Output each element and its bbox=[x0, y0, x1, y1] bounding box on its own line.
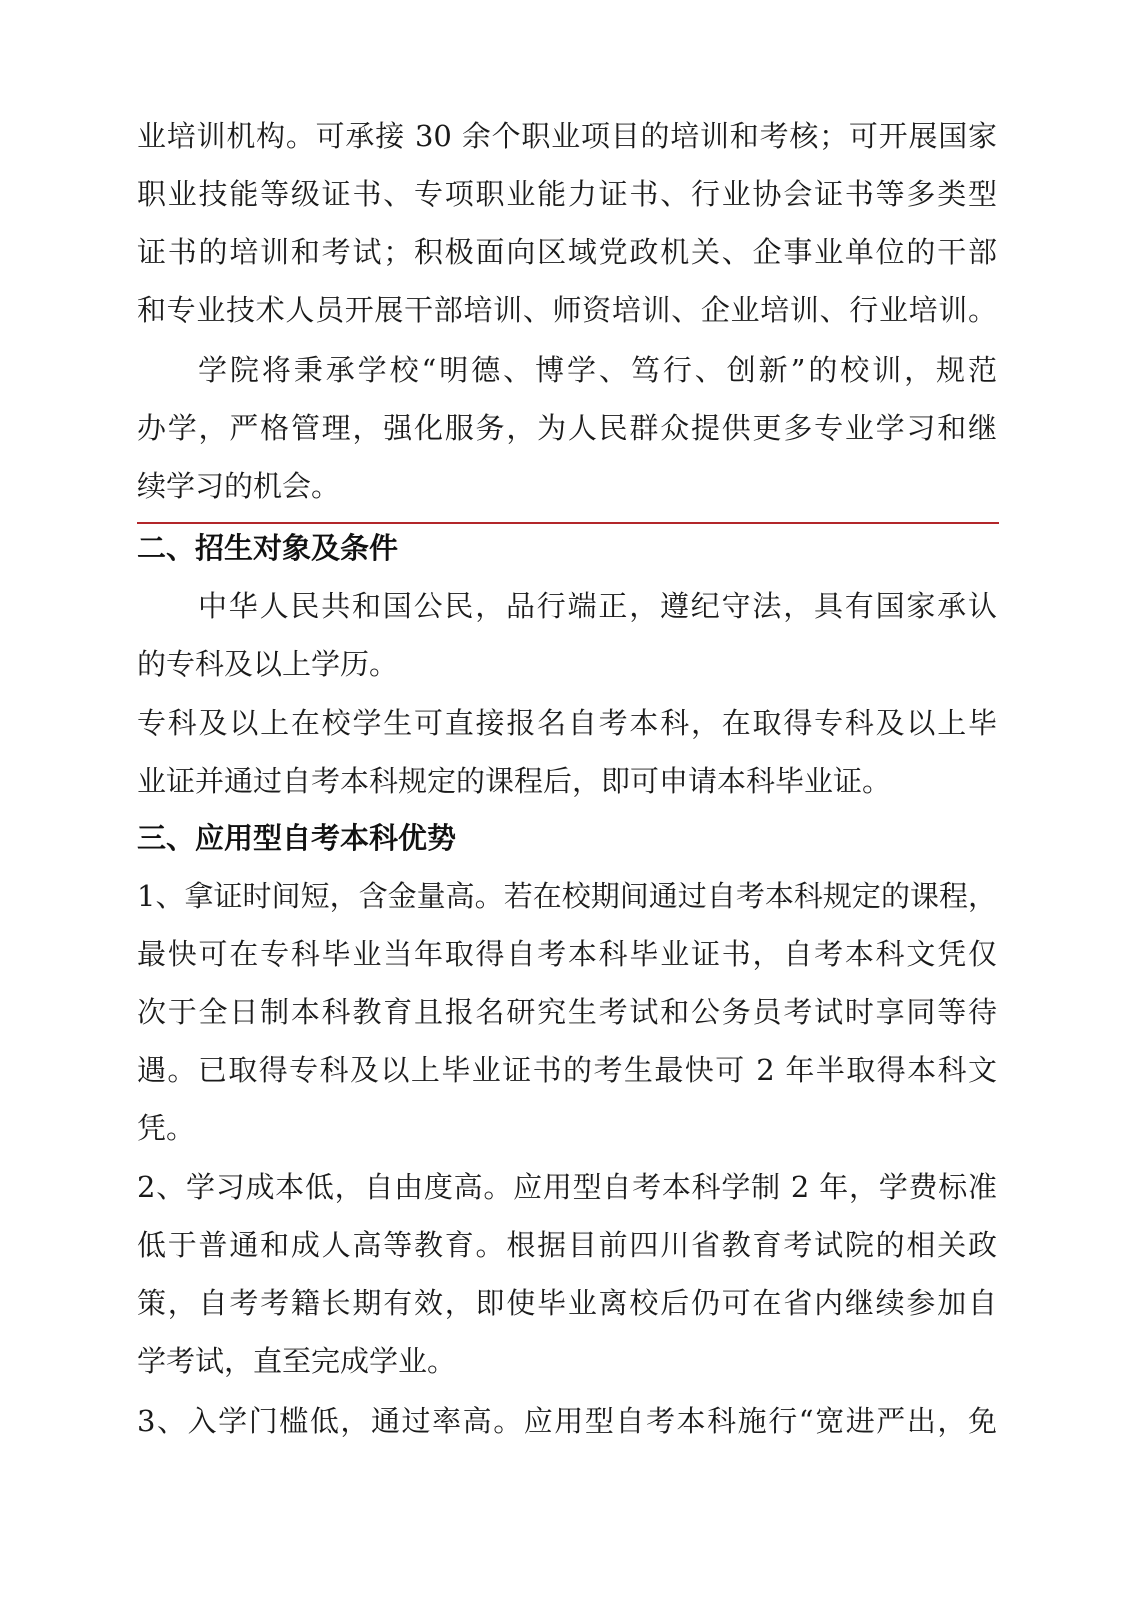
section3-item1-line-5: 凭。 bbox=[137, 1111, 196, 1145]
section3-title: 三、应用型自考本科优势 bbox=[137, 821, 457, 855]
section3-item1-line-3: 次于全日制本科教育且报名研究生考试和公务员考试时享同等待 bbox=[137, 995, 997, 1029]
closing-line-2: 办学，严格管理，强化服务，为人民群众提供更多专业学习和继 bbox=[137, 411, 997, 445]
section3-item2-line-3: 策，自考考籍长期有效，即使毕业离校后仍可在省内继续参加自 bbox=[137, 1286, 997, 1320]
section2-para2-line-2: 业证并通过自考本科规定的课程后，即可申请本科毕业证。 bbox=[137, 764, 892, 798]
section3-item1-line-2: 最快可在专科毕业当年取得自考本科毕业证书，自考本科文凭仅 bbox=[137, 937, 997, 971]
section2-title: 二、招生对象及条件 bbox=[137, 531, 399, 565]
closing-line-1: 学院将秉承学校“明德、博学、笃行、创新”的校训，规范 bbox=[198, 353, 997, 387]
section2-para2-line-1: 专科及以上在校学生可直接报名自考本科，在取得专科及以上毕 bbox=[137, 706, 997, 740]
intro-line-2: 职业技能等级证书、专项职业能力证书、行业协会证书等多类型 bbox=[137, 177, 997, 211]
intro-line-4: 和专业技术人员开展干部培训、师资培训、企业培训、行业培训。 bbox=[137, 293, 997, 327]
section2-para1-line-2: 的专科及以上学历。 bbox=[137, 647, 399, 681]
closing-line-3: 续学习的机会。 bbox=[137, 469, 341, 503]
section3-item2-line-4: 学考试，直至完成学业。 bbox=[137, 1344, 457, 1378]
section-divider bbox=[137, 522, 999, 524]
intro-line-3: 证书的培训和考试；积极面向区域党政机关、企事业单位的干部 bbox=[137, 235, 997, 269]
section3-item2-line-2: 低于普通和成人高等教育。根据目前四川省教育考试院的相关政 bbox=[137, 1228, 997, 1262]
section3-item1-line-4: 遇。已取得专科及以上毕业证书的考生最快可 2 年半取得本科文 bbox=[137, 1053, 997, 1087]
section3-item2-line-1: 2、学习成本低，自由度高。应用型自考本科学制 2 年，学费标准 bbox=[137, 1170, 997, 1204]
intro-line-1: 业培训机构。可承接 30 余个职业项目的培训和考核；可开展国家 bbox=[137, 119, 997, 153]
section3-item1-line-1: 1、拿证时间短，含金量高。若在校期间通过自考本科规定的课程， bbox=[137, 879, 997, 913]
section2-para1-line-1: 中华人民共和国公民，品行端正，遵纪守法，具有国家承认 bbox=[198, 589, 997, 623]
section3-item3-line-1: 3、入学门槛低，通过率高。应用型自考本科施行“宽进严出，免 bbox=[137, 1404, 997, 1438]
